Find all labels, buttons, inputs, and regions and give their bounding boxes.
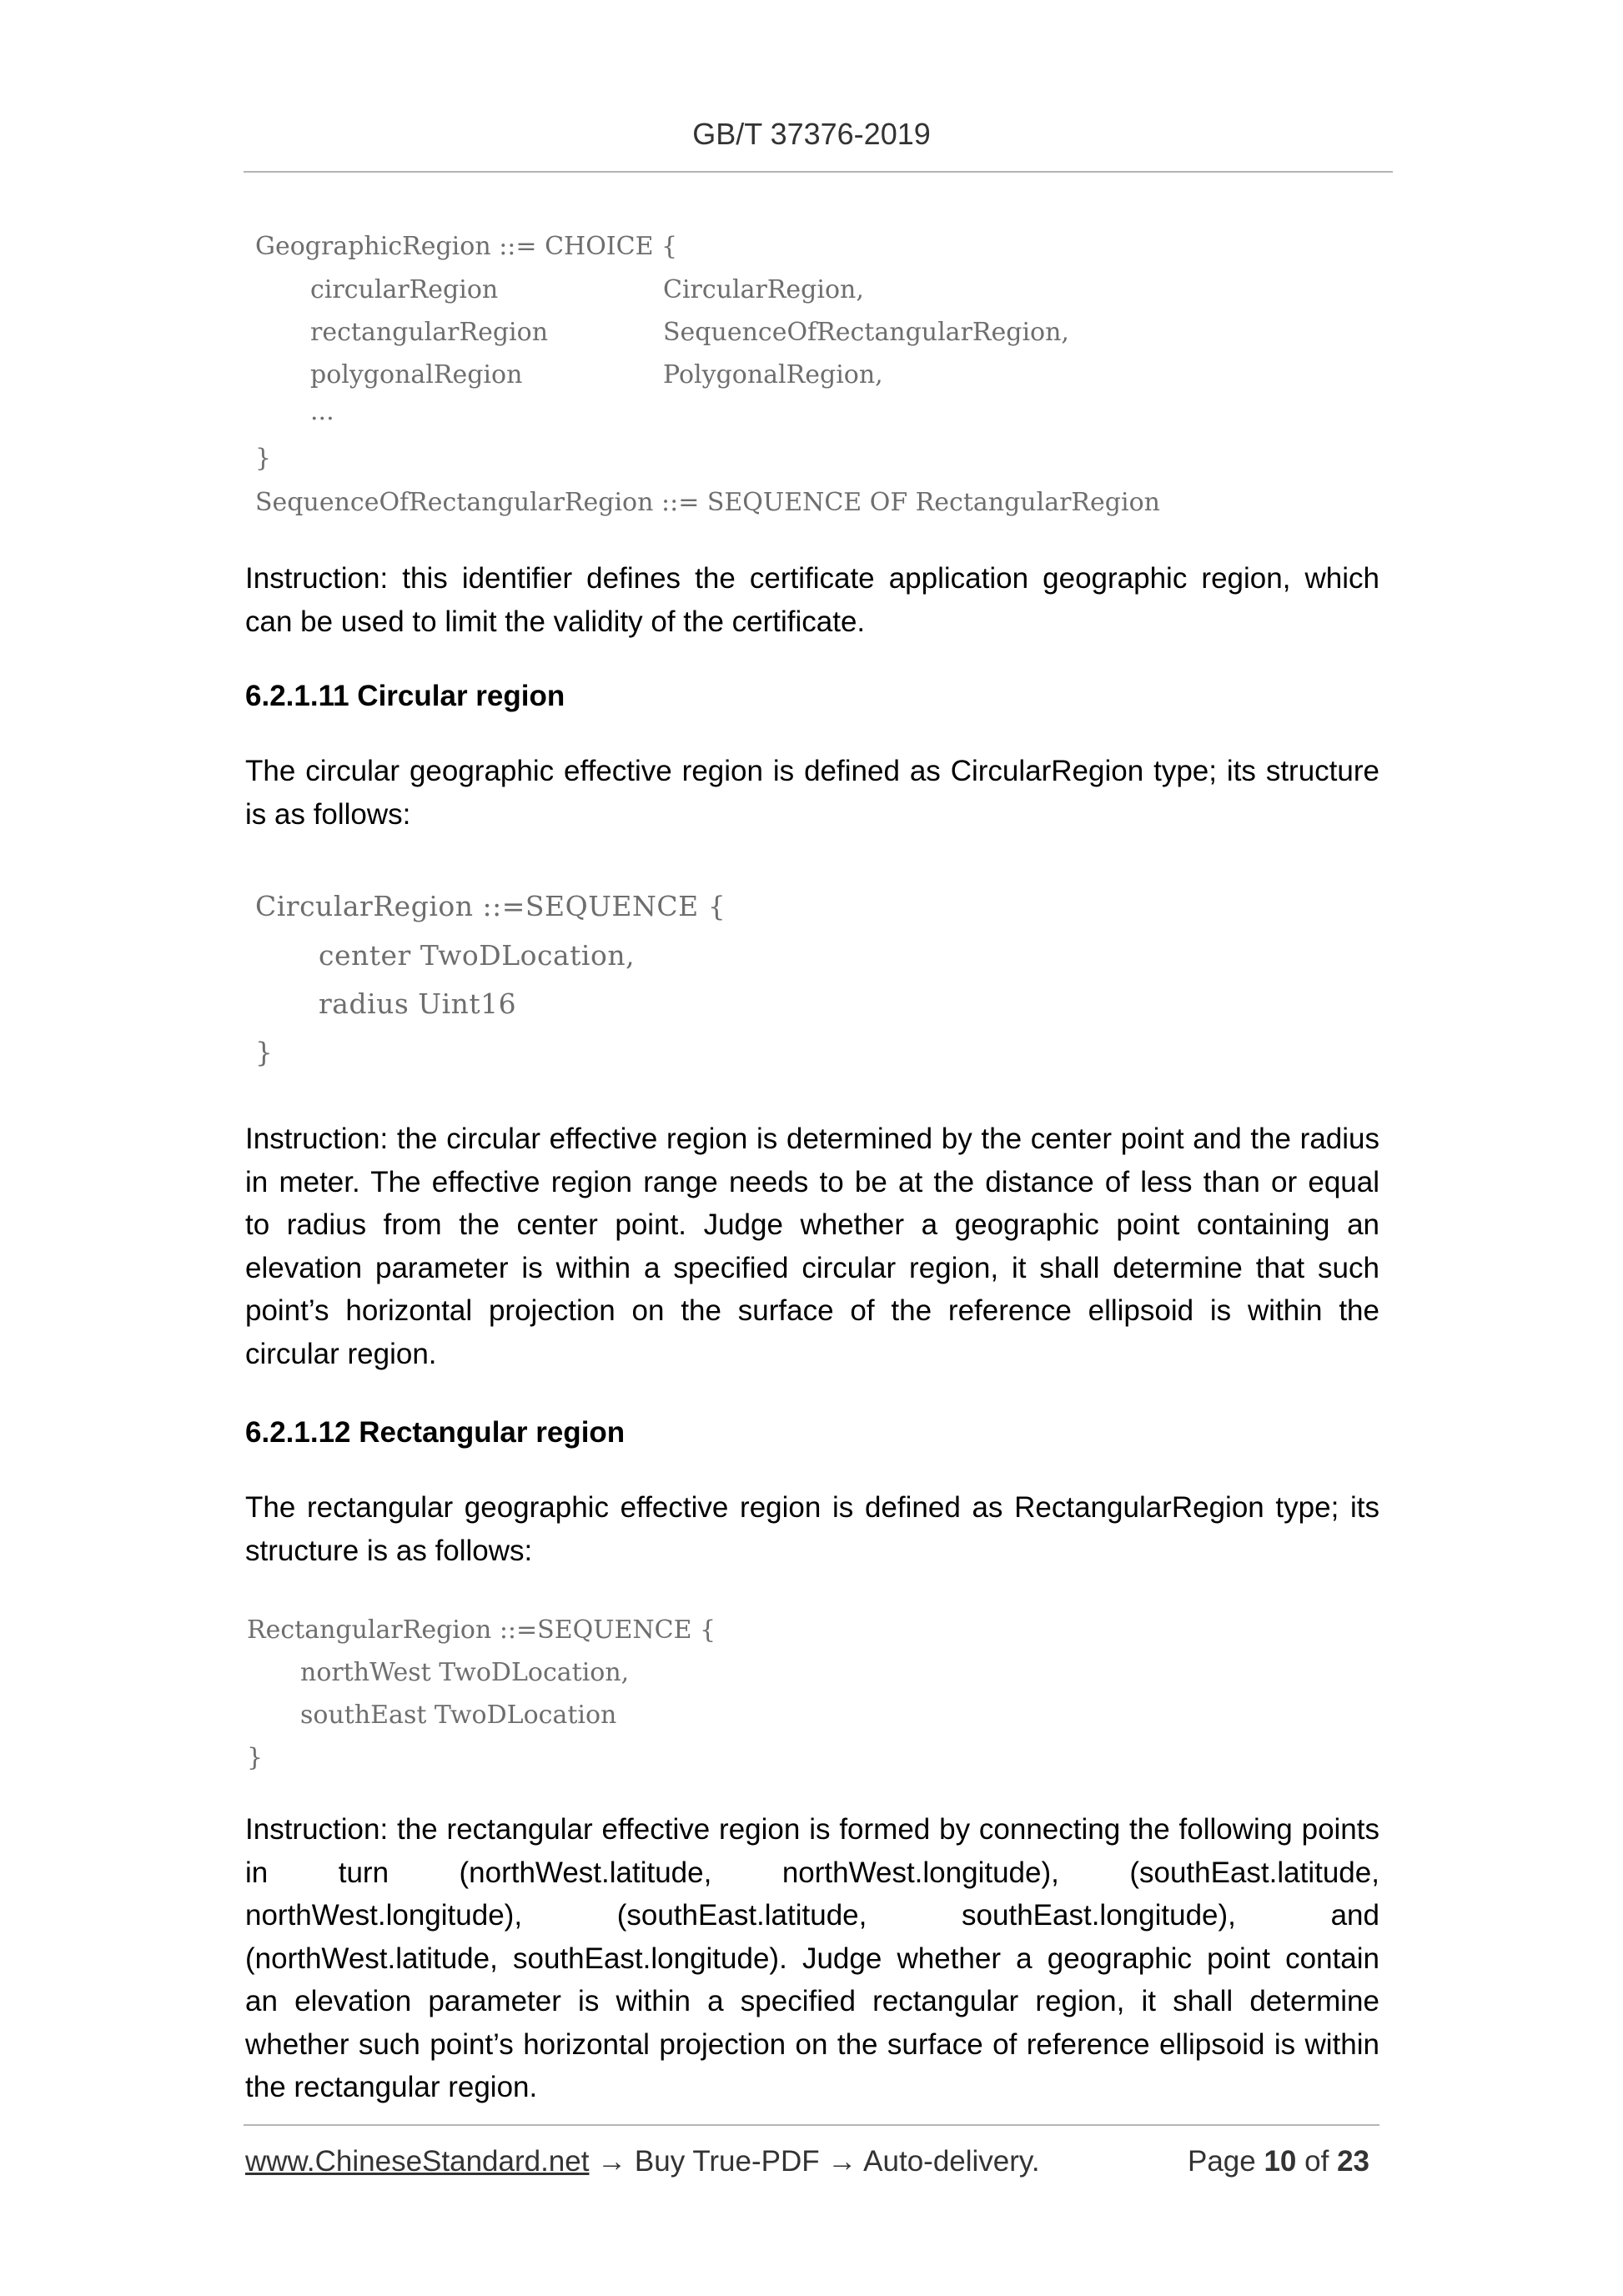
section-heading-circular-region: 6.2.1.11 Circular region [245, 680, 565, 712]
code-line: PolygonalRegion, [663, 360, 883, 389]
intro-paragraph-rectangular-region [245, 1486, 1379, 1572]
website-link[interactable]: www.ChineseStandard.net [245, 2145, 590, 2178]
code-line: } [255, 444, 272, 473]
code-line: } [255, 1036, 274, 1068]
page-footer [245, 2145, 1379, 2178]
text-line: (northWest.latitude, southEast.longitude). Judge whether a geographic point contain [245, 1942, 1379, 1975]
code-line: RectangularRegion ::=SEQUENCE { [247, 1615, 716, 1645]
code-line: radius Uint16 [319, 987, 517, 1020]
code-line: southEast TwoDLocation [300, 1701, 617, 1730]
text-word: (southEast.latitude, [1129, 1856, 1379, 1889]
text-word: northWest.longitude), [781, 1856, 1059, 1889]
intro-paragraph-circular-region [245, 750, 1379, 836]
text-word: northWest.longitude), [245, 1899, 523, 1932]
section-heading-rectangular-region: 6.2.1.12 Rectangular region [245, 1416, 626, 1449]
text-word: southEast.longitude), [962, 1899, 1236, 1932]
text-line: elevation parameter is within a specified circular region, it shall determine that such [245, 1251, 1379, 1284]
text-line: an elevation parameter is within a specified rectangular region, it shall determine [245, 1985, 1379, 2017]
text-word: (northWest.latitude, [459, 1856, 712, 1889]
code-line: SequenceOfRectangularRegion, [663, 318, 1069, 347]
code-line: circularRegion [310, 275, 499, 304]
document-header: GB/T 37376-2019 [692, 117, 931, 151]
text-line [245, 1894, 1379, 1937]
text-line: Instruction: this identifier defines the certificate application geographic region, which [245, 562, 1379, 595]
code-line: SequenceOfRectangularRegion ::= SEQUENCE OF RectangularRegion [255, 488, 1160, 517]
text-line [245, 1851, 1379, 1895]
text-line: structure is as follows: [245, 1534, 533, 1567]
code-line: polygonalRegion [310, 360, 523, 389]
text-line: can be used to limit the validity of the certificate. [245, 605, 866, 638]
of-label: of [1304, 2145, 1329, 2178]
instruction-paragraph-circular-region [245, 1118, 1379, 1375]
text-line: circular region. [245, 1337, 437, 1370]
total-pages: 23 [1337, 2145, 1369, 2178]
text-word: and [1330, 1899, 1379, 1932]
text-word: in [245, 1856, 269, 1889]
footer-tagline: → Buy True-PDF → Auto-delivery. [589, 2145, 1040, 2178]
code-line: center TwoDLocation, [319, 939, 636, 972]
text-line: in meter. The effective region range needs to be at the distance of less than or equal [245, 1165, 1379, 1198]
page-number: 10 [1264, 2145, 1297, 2178]
text-line: to radius from the center point. Judge whether a geographic point containing an [245, 1208, 1379, 1241]
text-line: point’s horizontal projection on the surface of the reference ellipsoid is within the [245, 1294, 1379, 1327]
code-line: GeographicRegion ::= CHOICE { [255, 232, 678, 261]
text-line: The rectangular geographic effective region is defined as RectangularRegion type; its [245, 1491, 1379, 1524]
page-indicator [1188, 2145, 1369, 2178]
text-line: the rectangular region. [245, 2071, 538, 2103]
text-line: Instruction: the circular effective region is determined by the center point and the radius [245, 1123, 1379, 1155]
code-line: ... [310, 397, 334, 426]
header-divider [244, 171, 1393, 173]
footer-divider [244, 2124, 1379, 2126]
text-line: Instruction: the rectangular effective region is formed by connecting the following points [245, 1813, 1379, 1846]
code-line: northWest TwoDLocation, [300, 1658, 630, 1687]
text-line: is as follows: [245, 797, 411, 831]
code-line: CircularRegion, [663, 275, 864, 304]
instruction-paragraph-geographic-region [245, 557, 1379, 643]
page-label: Page [1187, 2145, 1256, 2178]
text-line: The circular geographic effective region is defined as CircularRegion type; its structure [245, 755, 1379, 787]
code-line: } [247, 1743, 264, 1772]
text-word: turn [338, 1856, 389, 1889]
code-line: rectangularRegion [310, 318, 549, 347]
code-line: CircularRegion ::=SEQUENCE { [255, 890, 726, 922]
text-line: whether such point’s horizontal projection on the surface of reference ellipsoid is within [245, 2027, 1379, 2061]
text-word: (southEast.latitude, [616, 1899, 867, 1932]
instruction-paragraph-rectangular-region [245, 1808, 1379, 2109]
